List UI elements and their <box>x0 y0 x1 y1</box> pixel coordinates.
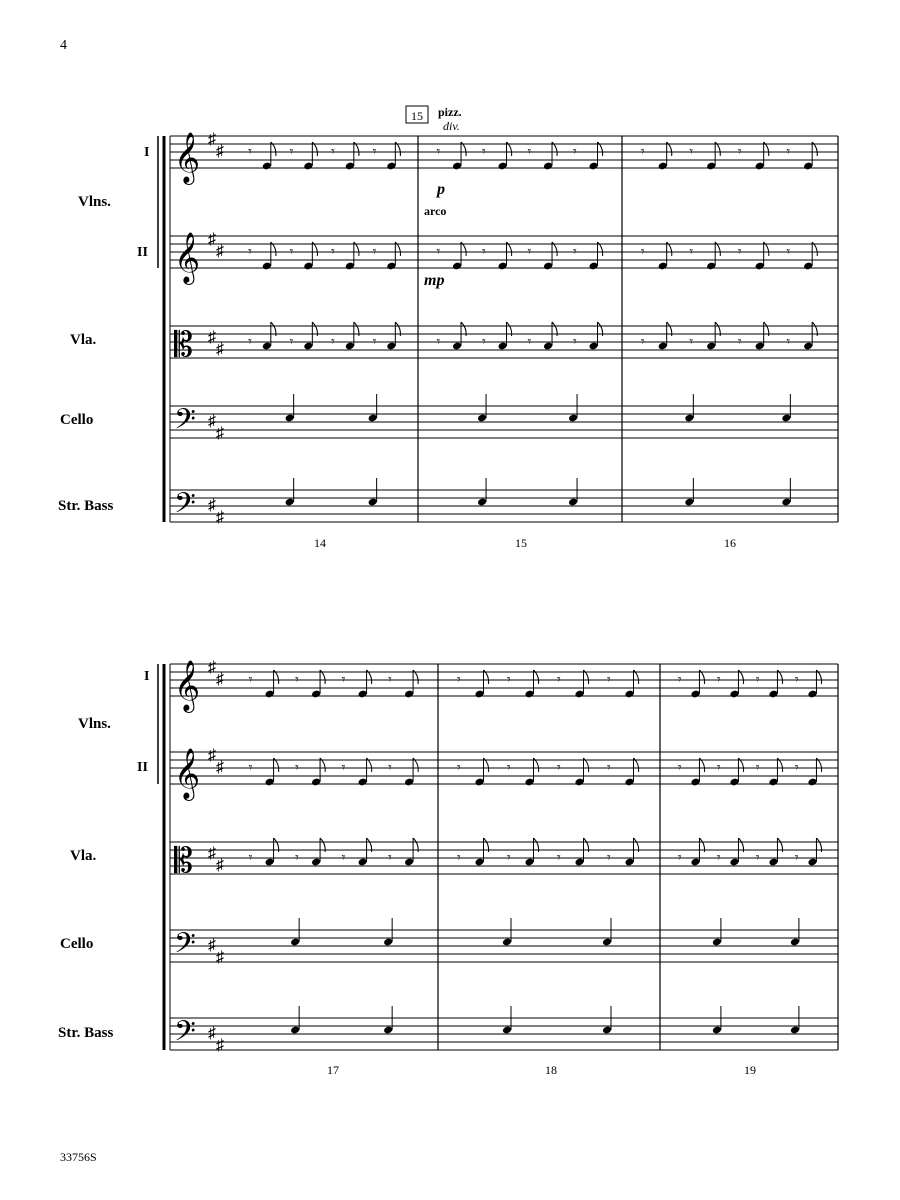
rehearsal-mark: 15 <box>411 109 423 123</box>
eighth-rest-icon: 𝄾 <box>737 145 742 160</box>
eighth-rest-icon: 𝄾 <box>794 761 799 776</box>
dynamic-p: p <box>437 181 445 198</box>
eighth-rest-icon: 𝄾 <box>573 245 577 260</box>
label-violin2-system1: II <box>137 245 148 260</box>
sharp-icon: ♯ <box>216 143 224 160</box>
eighth-rest-icon: 𝄾 <box>482 335 486 350</box>
eighth-rest-icon: 𝄾 <box>457 851 461 866</box>
barlines <box>158 136 838 1050</box>
eighth-rest-icon: 𝄾 <box>737 335 742 350</box>
eighth-rest-icon: 𝄾 <box>716 673 721 688</box>
eighth-rest-icon: 𝄾 <box>372 145 377 160</box>
eighth-rest-icon: 𝄾 <box>786 245 791 260</box>
eighth-rest-icon: 𝄾 <box>289 145 294 160</box>
eighth-rest-icon: 𝄾 <box>248 245 252 260</box>
sharp-icon: ♯ <box>216 759 224 776</box>
eighth-rest-icon: 𝄾 <box>482 145 486 160</box>
sharp-icon: ♯ <box>216 243 224 260</box>
label-violin1-system2: I <box>144 669 150 684</box>
sharp-icon: ♯ <box>216 1037 224 1054</box>
label-cello-system1: Cello <box>60 412 94 428</box>
eighth-rest-icon: 𝄾 <box>716 761 721 776</box>
alto-clef-icon: 𝄡 <box>174 327 193 364</box>
eighth-rest-icon: 𝄾 <box>341 851 346 866</box>
eighth-rest-icon: 𝄾 <box>689 145 694 160</box>
notes <box>248 142 821 1034</box>
eighth-rest-icon: 𝄾 <box>677 673 682 688</box>
eighth-rest-icon: 𝄾 <box>689 335 694 350</box>
catalog-number: 33756S <box>60 1150 97 1164</box>
eighth-rest-icon: 𝄾 <box>527 335 532 350</box>
eighth-rest-icon: 𝄾 <box>331 335 335 350</box>
sharp-icon: ♯ <box>208 231 216 248</box>
eighth-rest-icon: 𝄾 <box>557 761 561 776</box>
eighth-rest-icon: 𝄾 <box>388 673 392 688</box>
dynamic-mp: mp <box>424 272 445 289</box>
eighth-rest-icon: 𝄾 <box>640 245 645 260</box>
bass-clef-icon: 𝄢 <box>174 1017 196 1054</box>
eighth-rest-icon: 𝄾 <box>755 851 760 866</box>
label-cello-system2: Cello <box>60 936 94 952</box>
sharp-icon: ♯ <box>216 341 224 358</box>
sharp-icon: ♯ <box>216 949 224 966</box>
pizz-marking: pizz. <box>438 105 462 119</box>
alto-clef-icon: 𝄡 <box>174 843 193 880</box>
eighth-rest-icon: 𝄾 <box>372 245 377 260</box>
eighth-rest-icon: 𝄾 <box>507 673 511 688</box>
bass-clef-icon: 𝄢 <box>174 405 196 442</box>
label-violins-system1: Vlns. <box>78 194 111 210</box>
eighth-rest-icon: 𝄾 <box>786 335 791 350</box>
treble-clef-icon: 𝄞 <box>174 233 201 282</box>
eighth-rest-icon: 𝄾 <box>248 851 253 866</box>
sharp-icon: ♯ <box>208 329 216 346</box>
eighth-rest-icon: 𝄾 <box>507 761 511 776</box>
staff-lines <box>170 136 838 1050</box>
eighth-rest-icon: 𝄾 <box>331 145 335 160</box>
eighth-rest-icon: 𝄾 <box>573 145 577 160</box>
eighth-rest-icon: 𝄾 <box>457 761 461 776</box>
page-number: 4 <box>60 38 67 53</box>
eighth-rest-icon: 𝄾 <box>786 145 791 160</box>
eighth-rest-icon: 𝄾 <box>295 673 299 688</box>
label-viola-system1: Vla. <box>70 332 97 348</box>
eighth-rest-icon: 𝄾 <box>482 245 486 260</box>
label-violins-system2: Vlns. <box>78 716 111 732</box>
eighth-rest-icon: 𝄾 <box>295 851 299 866</box>
sharp-icon: ♯ <box>208 1025 216 1042</box>
arco-marking: arco <box>424 204 447 218</box>
sharp-icon: ♯ <box>208 845 216 862</box>
measure-number-19: 19 <box>744 1063 756 1077</box>
label-bass-system1: Str. Bass <box>58 498 114 514</box>
clefs <box>174 131 224 1054</box>
sharp-icon: ♯ <box>208 659 216 676</box>
sharp-icon: ♯ <box>208 497 216 514</box>
sharp-icon: ♯ <box>216 671 224 688</box>
eighth-rest-icon: 𝄾 <box>295 761 299 776</box>
eighth-rest-icon: 𝄾 <box>388 761 392 776</box>
measure-number-15: 15 <box>515 536 527 550</box>
sharp-icon: ♯ <box>208 747 216 764</box>
eighth-rest-icon: 𝄾 <box>507 851 511 866</box>
eighth-rest-icon: 𝄾 <box>248 335 252 350</box>
treble-clef-icon: 𝄞 <box>174 661 201 710</box>
eighth-rest-icon: 𝄾 <box>289 245 294 260</box>
eighth-rest-icon: 𝄾 <box>794 851 799 866</box>
treble-clef-icon: 𝄞 <box>174 133 201 182</box>
sharp-icon: ♯ <box>208 937 216 954</box>
eighth-rest-icon: 𝄾 <box>716 851 721 866</box>
eighth-rest-icon: 𝄾 <box>436 245 441 260</box>
measure-number-14: 14 <box>314 536 326 550</box>
eighth-rest-icon: 𝄾 <box>527 145 532 160</box>
div-marking: div. <box>443 119 460 133</box>
sharp-icon: ♯ <box>216 857 224 874</box>
eighth-rest-icon: 𝄾 <box>248 673 253 688</box>
sharp-icon: ♯ <box>208 131 216 148</box>
eighth-rest-icon: 𝄾 <box>755 761 760 776</box>
eighth-rest-icon: 𝄾 <box>527 245 532 260</box>
measure-number-16: 16 <box>724 536 736 550</box>
measure-number-18: 18 <box>545 1063 557 1077</box>
measure-number-17: 17 <box>327 1063 339 1077</box>
eighth-rest-icon: 𝄾 <box>640 145 645 160</box>
label-viola-system2: Vla. <box>70 848 97 864</box>
eighth-rest-icon: 𝄾 <box>372 335 377 350</box>
eighth-rest-icon: 𝄾 <box>689 245 694 260</box>
eighth-rest-icon: 𝄾 <box>289 335 294 350</box>
eighth-rest-icon: 𝄾 <box>640 335 645 350</box>
eighth-rest-icon: 𝄾 <box>557 851 561 866</box>
eighth-rest-icon: 𝄾 <box>248 761 253 776</box>
eighth-rest-icon: 𝄾 <box>677 761 682 776</box>
eighth-rest-icon: 𝄾 <box>677 851 682 866</box>
sharp-icon: ♯ <box>216 509 224 526</box>
bass-clef-icon: 𝄢 <box>174 929 196 966</box>
eighth-rest-icon: 𝄾 <box>436 335 441 350</box>
eighth-rest-icon: 𝄾 <box>457 673 461 688</box>
eighth-rest-icon: 𝄾 <box>341 761 346 776</box>
eighth-rest-icon: 𝄾 <box>607 761 611 776</box>
eighth-rest-icon: 𝄾 <box>331 245 335 260</box>
eighth-rest-icon: 𝄾 <box>388 851 392 866</box>
eighth-rest-icon: 𝄾 <box>557 673 561 688</box>
bass-clef-icon: 𝄢 <box>174 489 196 526</box>
eighth-rest-icon: 𝄾 <box>755 673 760 688</box>
eighth-rest-icon: 𝄾 <box>737 245 742 260</box>
label-bass-system2: Str. Bass <box>58 1025 114 1041</box>
sharp-icon: ♯ <box>208 413 216 430</box>
label-violin2-system2: II <box>137 760 148 775</box>
eighth-rest-icon: 𝄾 <box>607 851 611 866</box>
label-violin1-system1: I <box>144 145 150 160</box>
eighth-rest-icon: 𝄾 <box>573 335 577 350</box>
treble-clef-icon: 𝄞 <box>174 749 201 798</box>
eighth-rest-icon: 𝄾 <box>341 673 346 688</box>
eighth-rest-icon: 𝄾 <box>607 673 611 688</box>
eighth-rest-icon: 𝄾 <box>436 145 441 160</box>
eighth-rest-icon: 𝄾 <box>248 145 252 160</box>
sharp-icon: ♯ <box>216 425 224 442</box>
eighth-rest-icon: 𝄾 <box>794 673 799 688</box>
